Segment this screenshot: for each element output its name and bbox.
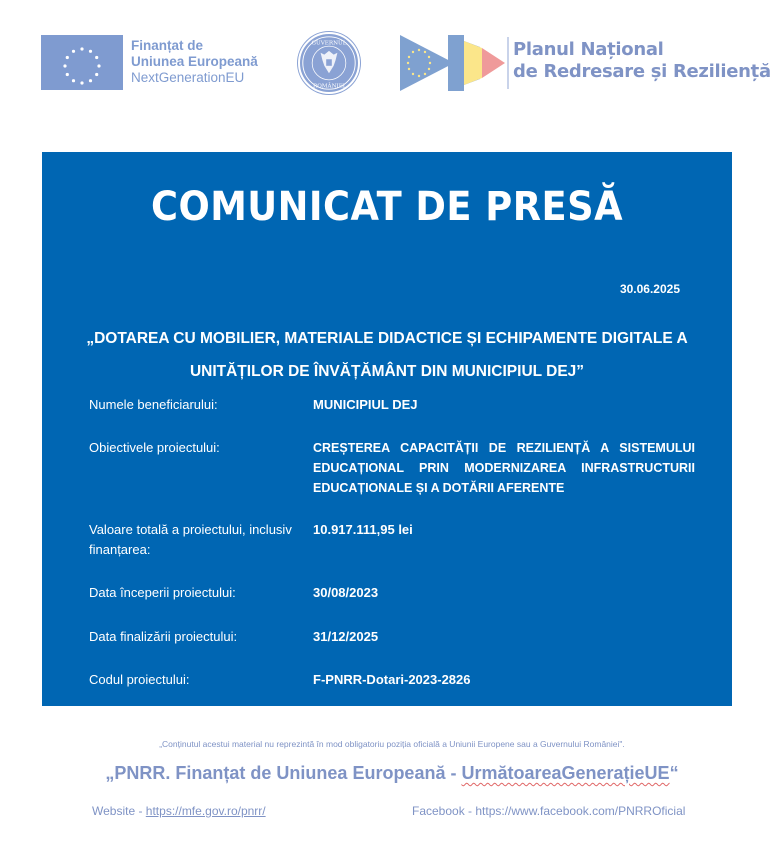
project-title <box>62 322 712 388</box>
website-info <box>92 804 266 818</box>
pnrr-arrows-icon <box>400 33 506 93</box>
field-label: Obiectivele proiectului: <box>89 440 220 455</box>
pnrr-logo-text <box>513 39 771 83</box>
eu-flag-icon <box>41 35 123 90</box>
disclaimer-text: „Conținutul acestui material nu reprezintă în mod obligatoriu poziția oficială a Uniunii Europene sau a Guvernului României". <box>159 739 625 749</box>
project-title-line2: UNITĂȚILOR DE ÎNVĂȚĂMÂNT DIN MUNICIPIUL DEJ” <box>189 363 585 380</box>
logo-divider <box>507 37 509 89</box>
website-label: Website - <box>92 804 146 818</box>
website-link[interactable]: https://mfe.gov.ro/pnrr/ <box>145 804 266 818</box>
press-release-box <box>42 152 732 706</box>
svg-text:GUVERNUL: GUVERNUL <box>311 40 347 47</box>
project-title-line1: „DOTAREA CU MOBILIER, MATERIALE DIDACTICE ȘI ECHIPAMENTE DIGITALE A <box>86 330 688 347</box>
field-objectives <box>89 438 695 498</box>
field-end-date <box>89 627 695 647</box>
field-beneficiary <box>89 395 695 415</box>
eu-funding-line1: Finanțat de <box>131 38 204 53</box>
field-value: F-PNRR-Dotari-2023-2826 <box>313 672 471 687</box>
field-label: Data începerii proiectului: <box>89 585 236 600</box>
slogan-prefix: „PNRR. Finanțat de Uniunea Europeană - <box>105 763 462 783</box>
slogan-suffix: “ <box>669 763 679 783</box>
field-value: MUNICIPIUL DEJ <box>313 397 418 412</box>
field-label: Data finalizării proiectului: <box>89 629 238 644</box>
facebook-info: Facebook - https://www.facebook.com/PNRROficial <box>412 804 686 818</box>
slogan-hashtag: UrmătoareaGenerațieUE <box>461 763 670 783</box>
field-total-value <box>89 520 695 560</box>
release-date: 30.06.2025 <box>619 282 680 296</box>
logo-header <box>0 0 784 110</box>
field-project-code <box>89 670 695 690</box>
field-label: Valoare totală a proiectului, inclusiv finanțarea: <box>89 522 292 557</box>
slogan <box>0 763 784 784</box>
field-value: 31/12/2025 <box>313 629 379 644</box>
eu-funding-line2: Uniunea Europeană <box>131 54 258 69</box>
field-label: Numele beneficiarului: <box>89 397 218 412</box>
field-value: 30/08/2023 <box>313 585 379 600</box>
eu-funding-text <box>131 38 258 86</box>
field-value: CREȘTEREA CAPACITĂȚII DE REZILIENȚĂ A SISTEMULUI EDUCAȚIONAL PRIN MODERNIZAREA INFRASTRUCTURII EDUCAȚIONALE ȘI A DOTĂRII AFERENTE <box>313 441 695 495</box>
page-title: COMUNICAT DE PRESĂ <box>150 184 624 230</box>
svg-text:ROMÂNIEI: ROMÂNIEI <box>312 83 346 90</box>
pnrr-line2: de Redresare și Reziliență <box>513 61 771 82</box>
pnrr-line1: Planul Național <box>513 39 664 60</box>
field-start-date <box>89 583 695 603</box>
eu-funding-line3: NextGenerationEU <box>131 70 245 85</box>
guvernul-romaniei-seal-icon <box>298 32 360 94</box>
field-value: 10.917.111,95 lei <box>313 522 413 537</box>
field-label: Codul proiectului: <box>89 672 190 687</box>
